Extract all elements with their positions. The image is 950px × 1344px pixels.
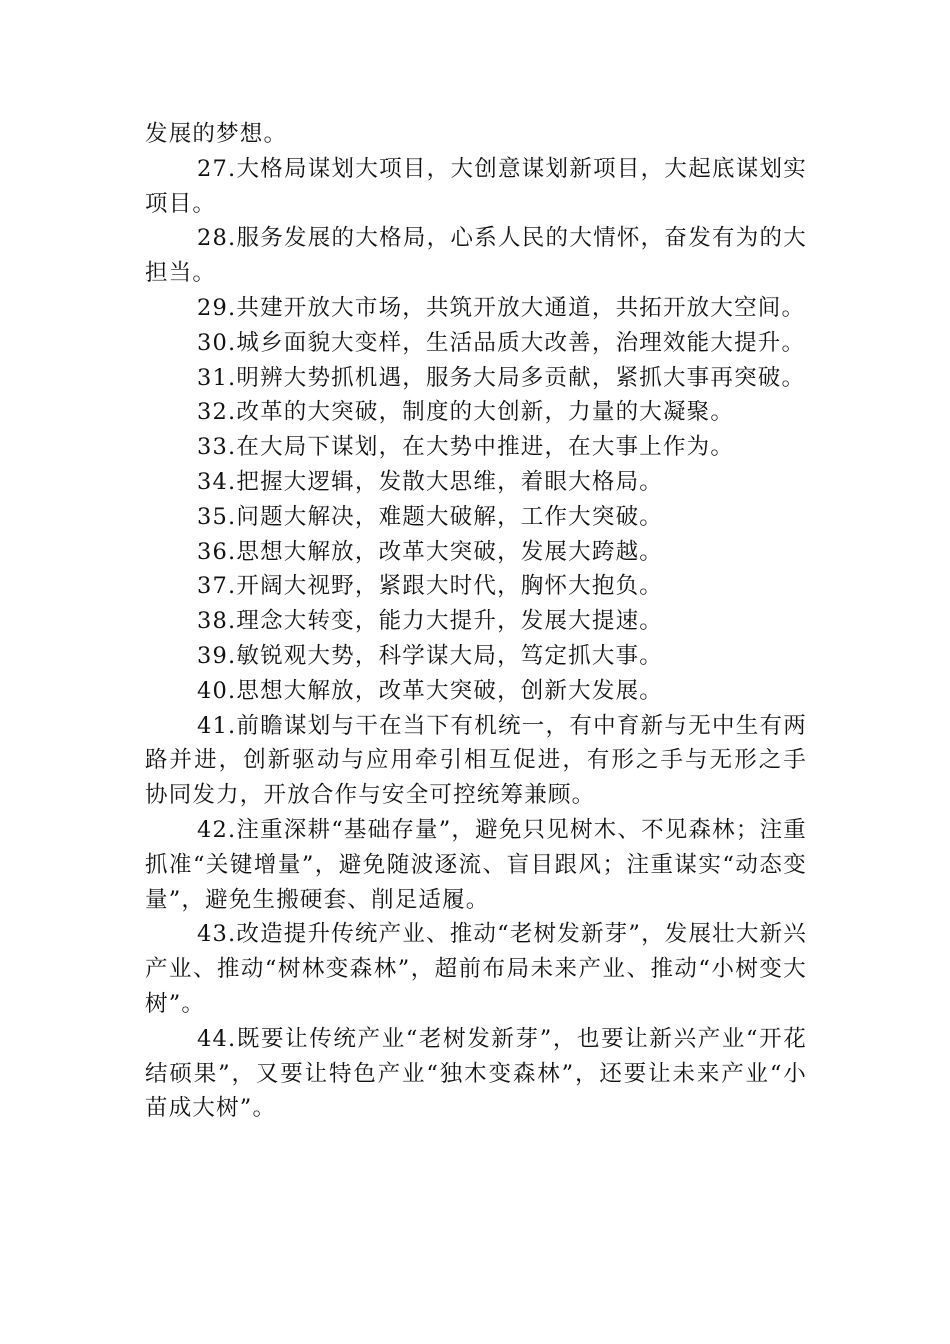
list-item-27: 27.大格局谋划大项目，大创意谋划新项目，大起底谋划实项目。 [145, 155, 807, 217]
document-body [145, 117, 807, 1126]
list-item-38: 38.理念大转变，能力大提升，发展大提速。 [197, 608, 663, 635]
list-item-36: 36.思想大解放，改革大突破，发展大跨越。 [197, 538, 663, 565]
list-item-33: 33.在大局下谋划，在大势中推进，在大事上作为。 [197, 434, 735, 461]
list-item-37: 37.开阔大视野，紧跟大时代，胸怀大抱负。 [197, 573, 663, 600]
list-item-41: 41.前瞻谋划与干在当下有机统一，有中育新与无中生有两路并进，创新驱动与应用牵引相互促进，有形之手与无形之手协同发力，开放合作与安全可控统筹兼顾。 [145, 712, 807, 809]
list-item-34: 34.把握大逻辑，发散大思维，着眼大格局。 [197, 468, 663, 495]
list-item-40: 40.思想大解放，改革大突破，创新大发展。 [197, 677, 663, 704]
paragraph: 发展的梦想。 [145, 121, 288, 147]
list-item-32: 32.改革的大突破，制度的大创新，力量的大凝聚。 [197, 399, 735, 426]
list-item-42: 42.注重深耕“基础存量”，避免只见树木、不见森林；注重抓准“关键增量”，避免随波逐流、盲目跟风；注重谋实“动态变量”，避免生搬硬套、削足适履。 [145, 816, 807, 913]
list-item-44: 44.既要让传统产业“老树发新芽”，也要让新兴产业“开花结硕果”，又要让特色产业“独木变森林”，还要让未来产业“小苗成大树”。 [145, 1025, 807, 1122]
list-item-31: 31.明辨大势抓机遇，服务大局多贡献，紧抓大事再突破。 [197, 364, 806, 391]
list-item-29: 29.共建开放大市场，共筑开放大通道，共拓开放大空间。 [197, 294, 806, 321]
list-item-30: 30.城乡面貌大变样，生活品质大改善，治理效能大提升。 [197, 329, 806, 356]
list-item-28: 28.服务发展的大格局，心系人民的大情怀，奋发有为的大担当。 [145, 225, 807, 287]
list-item-43: 43.改造提升传统产业、推动“老树发新芽”，发展壮大新兴产业、推动“树林变森林”，超前布局未来产业、推动“小树变大树”。 [145, 921, 807, 1017]
list-item-35: 35.问题大解决，难题大破解，工作大突破。 [197, 503, 663, 530]
list-item-39: 39.敏锐观大势，科学谋大局，笃定抓大事。 [197, 642, 663, 669]
